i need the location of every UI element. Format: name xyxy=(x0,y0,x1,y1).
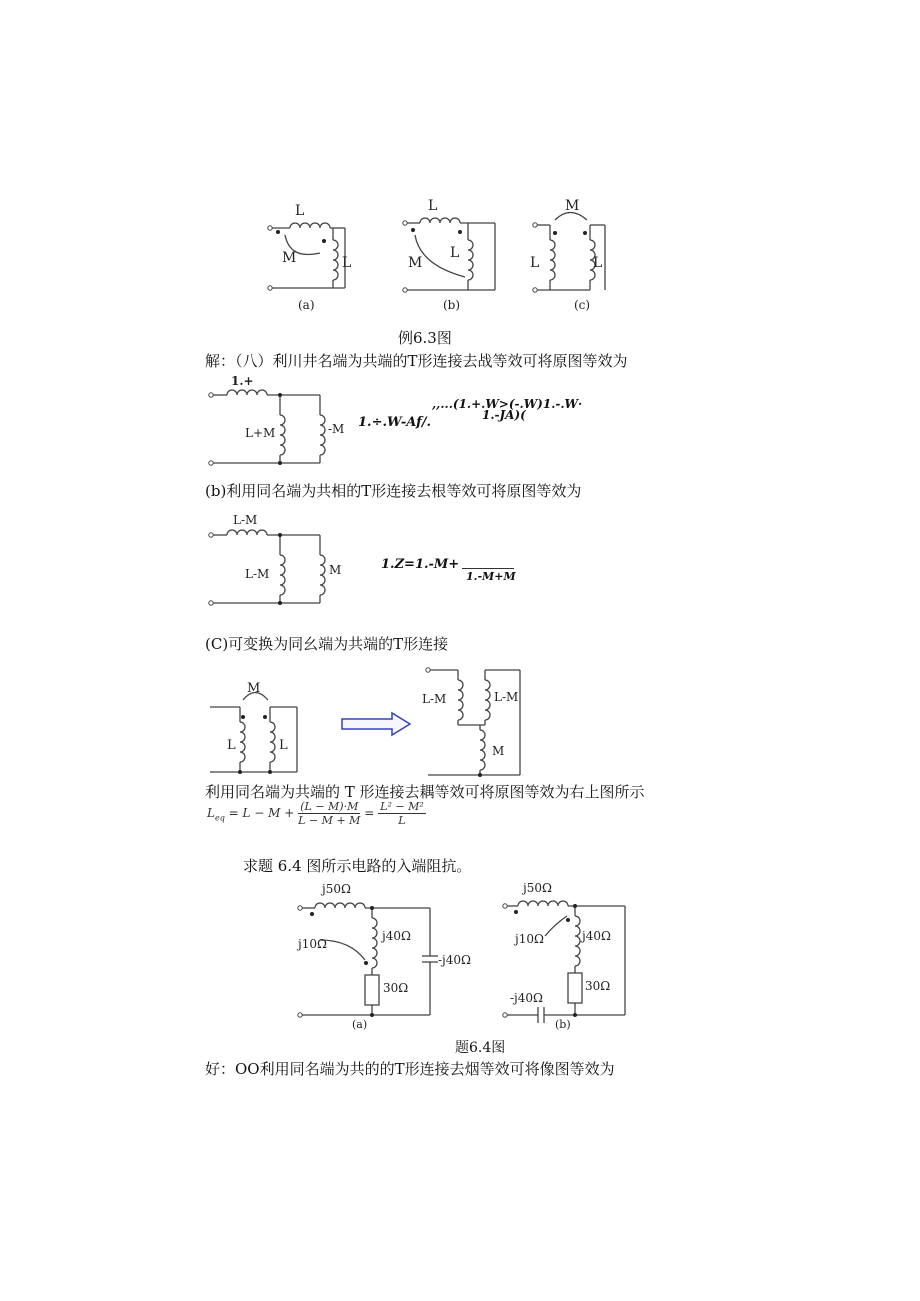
fig63c-L-right: L xyxy=(593,255,603,271)
leq-lhs: L xyxy=(207,806,215,820)
fig63b-L-top: L xyxy=(428,198,438,214)
leq-num2: L² − M² xyxy=(380,800,424,813)
leq-den1: L − M + M xyxy=(298,814,361,827)
fig64a-cap: -j40Ω xyxy=(438,953,471,967)
solution-b-text: (b)利用同名端为共相的T形连接去根等效可将原图等效为 xyxy=(205,482,582,500)
leq-eq: = xyxy=(364,806,375,820)
leq-den2: L xyxy=(398,814,406,827)
solution-c-text: (C)可变换为同幺端为共端的T形连接 xyxy=(205,635,449,653)
leq-frac2 xyxy=(378,800,426,827)
sol-a-L-top: 1.+ xyxy=(231,374,254,388)
solution-c-circuit-right xyxy=(420,665,530,780)
fig63a-L-top: L xyxy=(295,203,305,219)
solution-b-circuit xyxy=(205,510,355,610)
transform-arrow xyxy=(340,712,415,737)
sol-c-right-L1: L-M xyxy=(422,692,447,706)
leq-mid: = L − M + xyxy=(228,806,295,820)
leq-num1: (L − M)·M xyxy=(300,800,359,813)
fig64b-j10: j10Ω xyxy=(515,932,544,946)
sol-c-right-M: M xyxy=(492,744,505,758)
sol-b-eq-den: 1.-M+M xyxy=(466,570,516,583)
fig64b-j40: j40Ω xyxy=(582,929,611,943)
figure-6-3-caption: 例6.3图 xyxy=(398,329,452,347)
sol-a-eq2-top: ,,...(1.+.W>(-.W)1.-.W· xyxy=(432,397,583,411)
fig64a-label: (a) xyxy=(352,1018,368,1031)
figure-6-4-caption: 题6.4图 xyxy=(455,1040,506,1056)
fig64b-r: 30Ω xyxy=(585,979,611,993)
figure-6-3-circuits xyxy=(250,195,630,320)
solution-a-text: 解：（八）利川井名端为共端的T形连接去战等效可将原图等效为 xyxy=(205,352,628,370)
sol-a-L-mid: L+M xyxy=(245,426,276,440)
leq-sub: eq xyxy=(214,813,225,823)
sol-b-L-top: L-M xyxy=(233,513,258,527)
fig63c-M: M xyxy=(565,198,580,214)
leq-frac1 xyxy=(298,800,360,827)
fig63a-label: (a) xyxy=(298,298,315,312)
sol-c-left-M: M xyxy=(247,681,261,696)
fig64a-r: 30Ω xyxy=(383,981,409,995)
sol-b-L-mid: L-M xyxy=(245,567,270,581)
sol-b-frac-line xyxy=(462,568,514,569)
sol-c-left-L2: L xyxy=(279,738,288,753)
fig64a-j50: j50Ω xyxy=(322,882,351,896)
fig64b-j50: j50Ω xyxy=(523,881,552,895)
sol-c-right-L2: L-M xyxy=(494,690,519,704)
solution-c-conclusion: 利用同名端为共端的 T 形连接去耦等效可将原图等效为右上图所示 xyxy=(205,783,645,801)
sol-a-eq2-bottom: 1.-JA)( xyxy=(482,408,526,422)
fig64a-j40: j40Ω xyxy=(382,929,411,943)
fig63a-L-right: L xyxy=(342,255,352,271)
leq-formula xyxy=(207,800,426,827)
solution-6-4-text: 好：OO利用同名端为共的的T形连接去烟等效可将像图等效为 xyxy=(205,1060,615,1078)
problem-6-4-text: 求题 6.4 图所示电路的入端阻抗。 xyxy=(243,857,472,875)
fig64a-j10: j10Ω xyxy=(298,937,327,951)
sol-a-eq1: 1.÷.W-Af/. xyxy=(358,415,431,430)
solution-c-circuit-left xyxy=(205,672,310,777)
fig63b-label: (b) xyxy=(443,298,461,312)
sol-b-eq-left: 1.Z=1.-M+ xyxy=(381,557,460,572)
solution-a-circuit xyxy=(205,375,360,470)
fig63c-L-left: L xyxy=(530,255,540,271)
sol-b-L-right: M xyxy=(329,563,342,577)
fig64b-cap: -j40Ω xyxy=(510,991,543,1005)
fig63b-M: M xyxy=(408,255,423,271)
fig64b-label: (b) xyxy=(555,1018,571,1031)
sol-c-left-L1: L xyxy=(227,738,236,753)
figure-6-4-circuits xyxy=(290,878,635,1033)
fig63c-label: (c) xyxy=(574,298,591,312)
fig63a-M: M xyxy=(282,250,297,266)
fig63b-L-right: L xyxy=(450,245,460,261)
sol-a-L-right: -M xyxy=(328,422,345,436)
